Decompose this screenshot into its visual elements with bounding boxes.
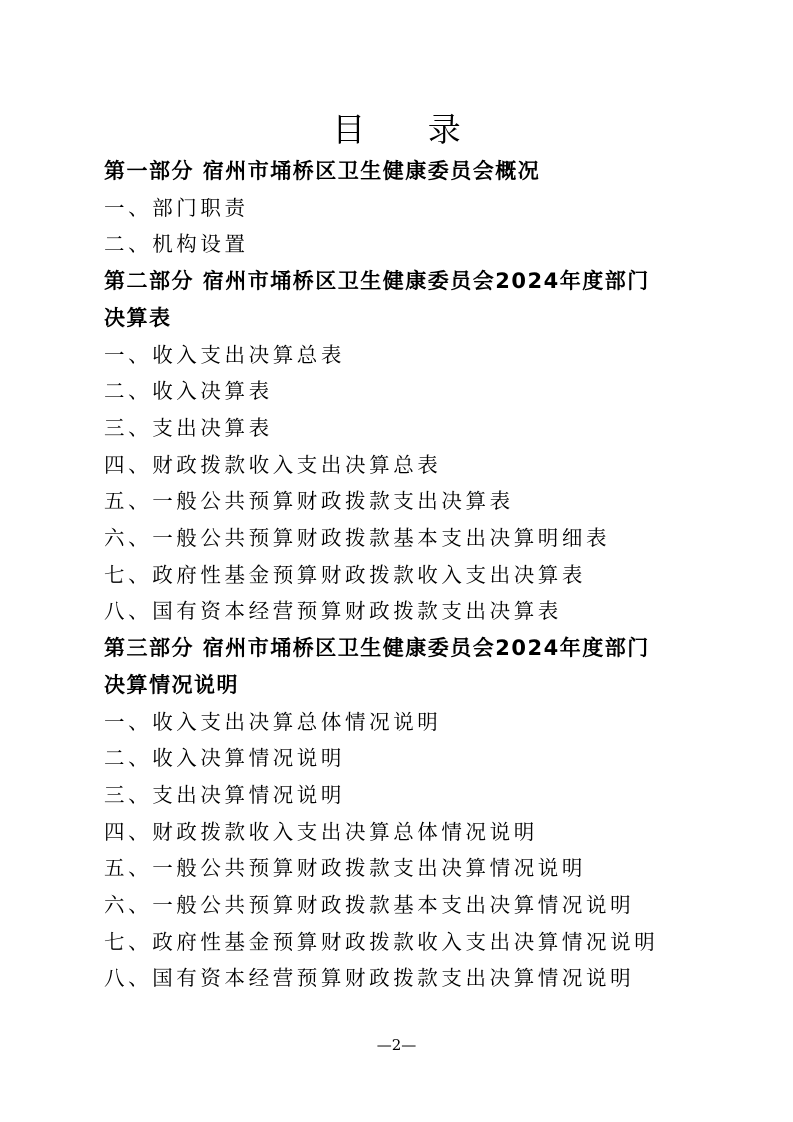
part2-item-7: 七、政府性基金预算财政拨款收入支出决算表 <box>104 562 586 587</box>
part3-item-7: 七、政府性基金预算财政拨款收入支出决算情况说明 <box>104 929 659 954</box>
part1-heading: 第一部分 宿州市埇桥区卫生健康委员会概况 <box>104 159 541 183</box>
part3-item-8: 八、国有资本经营预算财政拨款支出决算情况说明 <box>104 966 635 991</box>
part2-item-5: 五、一般公共预算财政拨款支出决算表 <box>104 489 514 514</box>
part2-item-3: 三、支出决算表 <box>104 415 273 440</box>
part3-item-6: 六、一般公共预算财政拨款基本支出决算情况说明 <box>104 893 635 918</box>
part1-item-1: 一、部门职责 <box>104 195 249 220</box>
part2-item-1: 一、收入支出决算总表 <box>104 342 345 367</box>
table-of-contents <box>104 153 704 997</box>
part3-item-2: 二、收入决算情况说明 <box>104 746 345 771</box>
part2-heading-line2: 决算表 <box>104 305 172 330</box>
part2-heading-line1: 第二部分 宿州市埇桥区卫生健康委员会2024年度部门 <box>104 269 650 294</box>
page-number: —2— <box>376 1036 417 1054</box>
part3-item-1: 一、收入支出决算总体情况说明 <box>104 709 442 734</box>
part3-item-3: 三、支出决算情况说明 <box>104 782 345 807</box>
part3-heading-line1: 第三部分 宿州市埇桥区卫生健康委员会2024年度部门 <box>104 636 650 661</box>
part1-item-2: 二、机构设置 <box>104 232 249 257</box>
part3-item-4: 四、财政拨款收入支出决算总体情况说明 <box>104 819 538 844</box>
toc-title: 目 录 <box>332 110 487 149</box>
part2-item-4: 四、财政拨款收入支出决算总表 <box>104 452 442 477</box>
part2-item-6: 六、一般公共预算财政拨款基本支出决算明细表 <box>104 526 611 551</box>
part3-item-5: 五、一般公共预算财政拨款支出决算情况说明 <box>104 856 586 881</box>
part2-item-2: 二、收入决算表 <box>104 379 273 404</box>
part3-heading-line2: 决算情况说明 <box>104 672 239 697</box>
part2-item-8: 八、国有资本经营预算财政拨款支出决算表 <box>104 599 562 624</box>
